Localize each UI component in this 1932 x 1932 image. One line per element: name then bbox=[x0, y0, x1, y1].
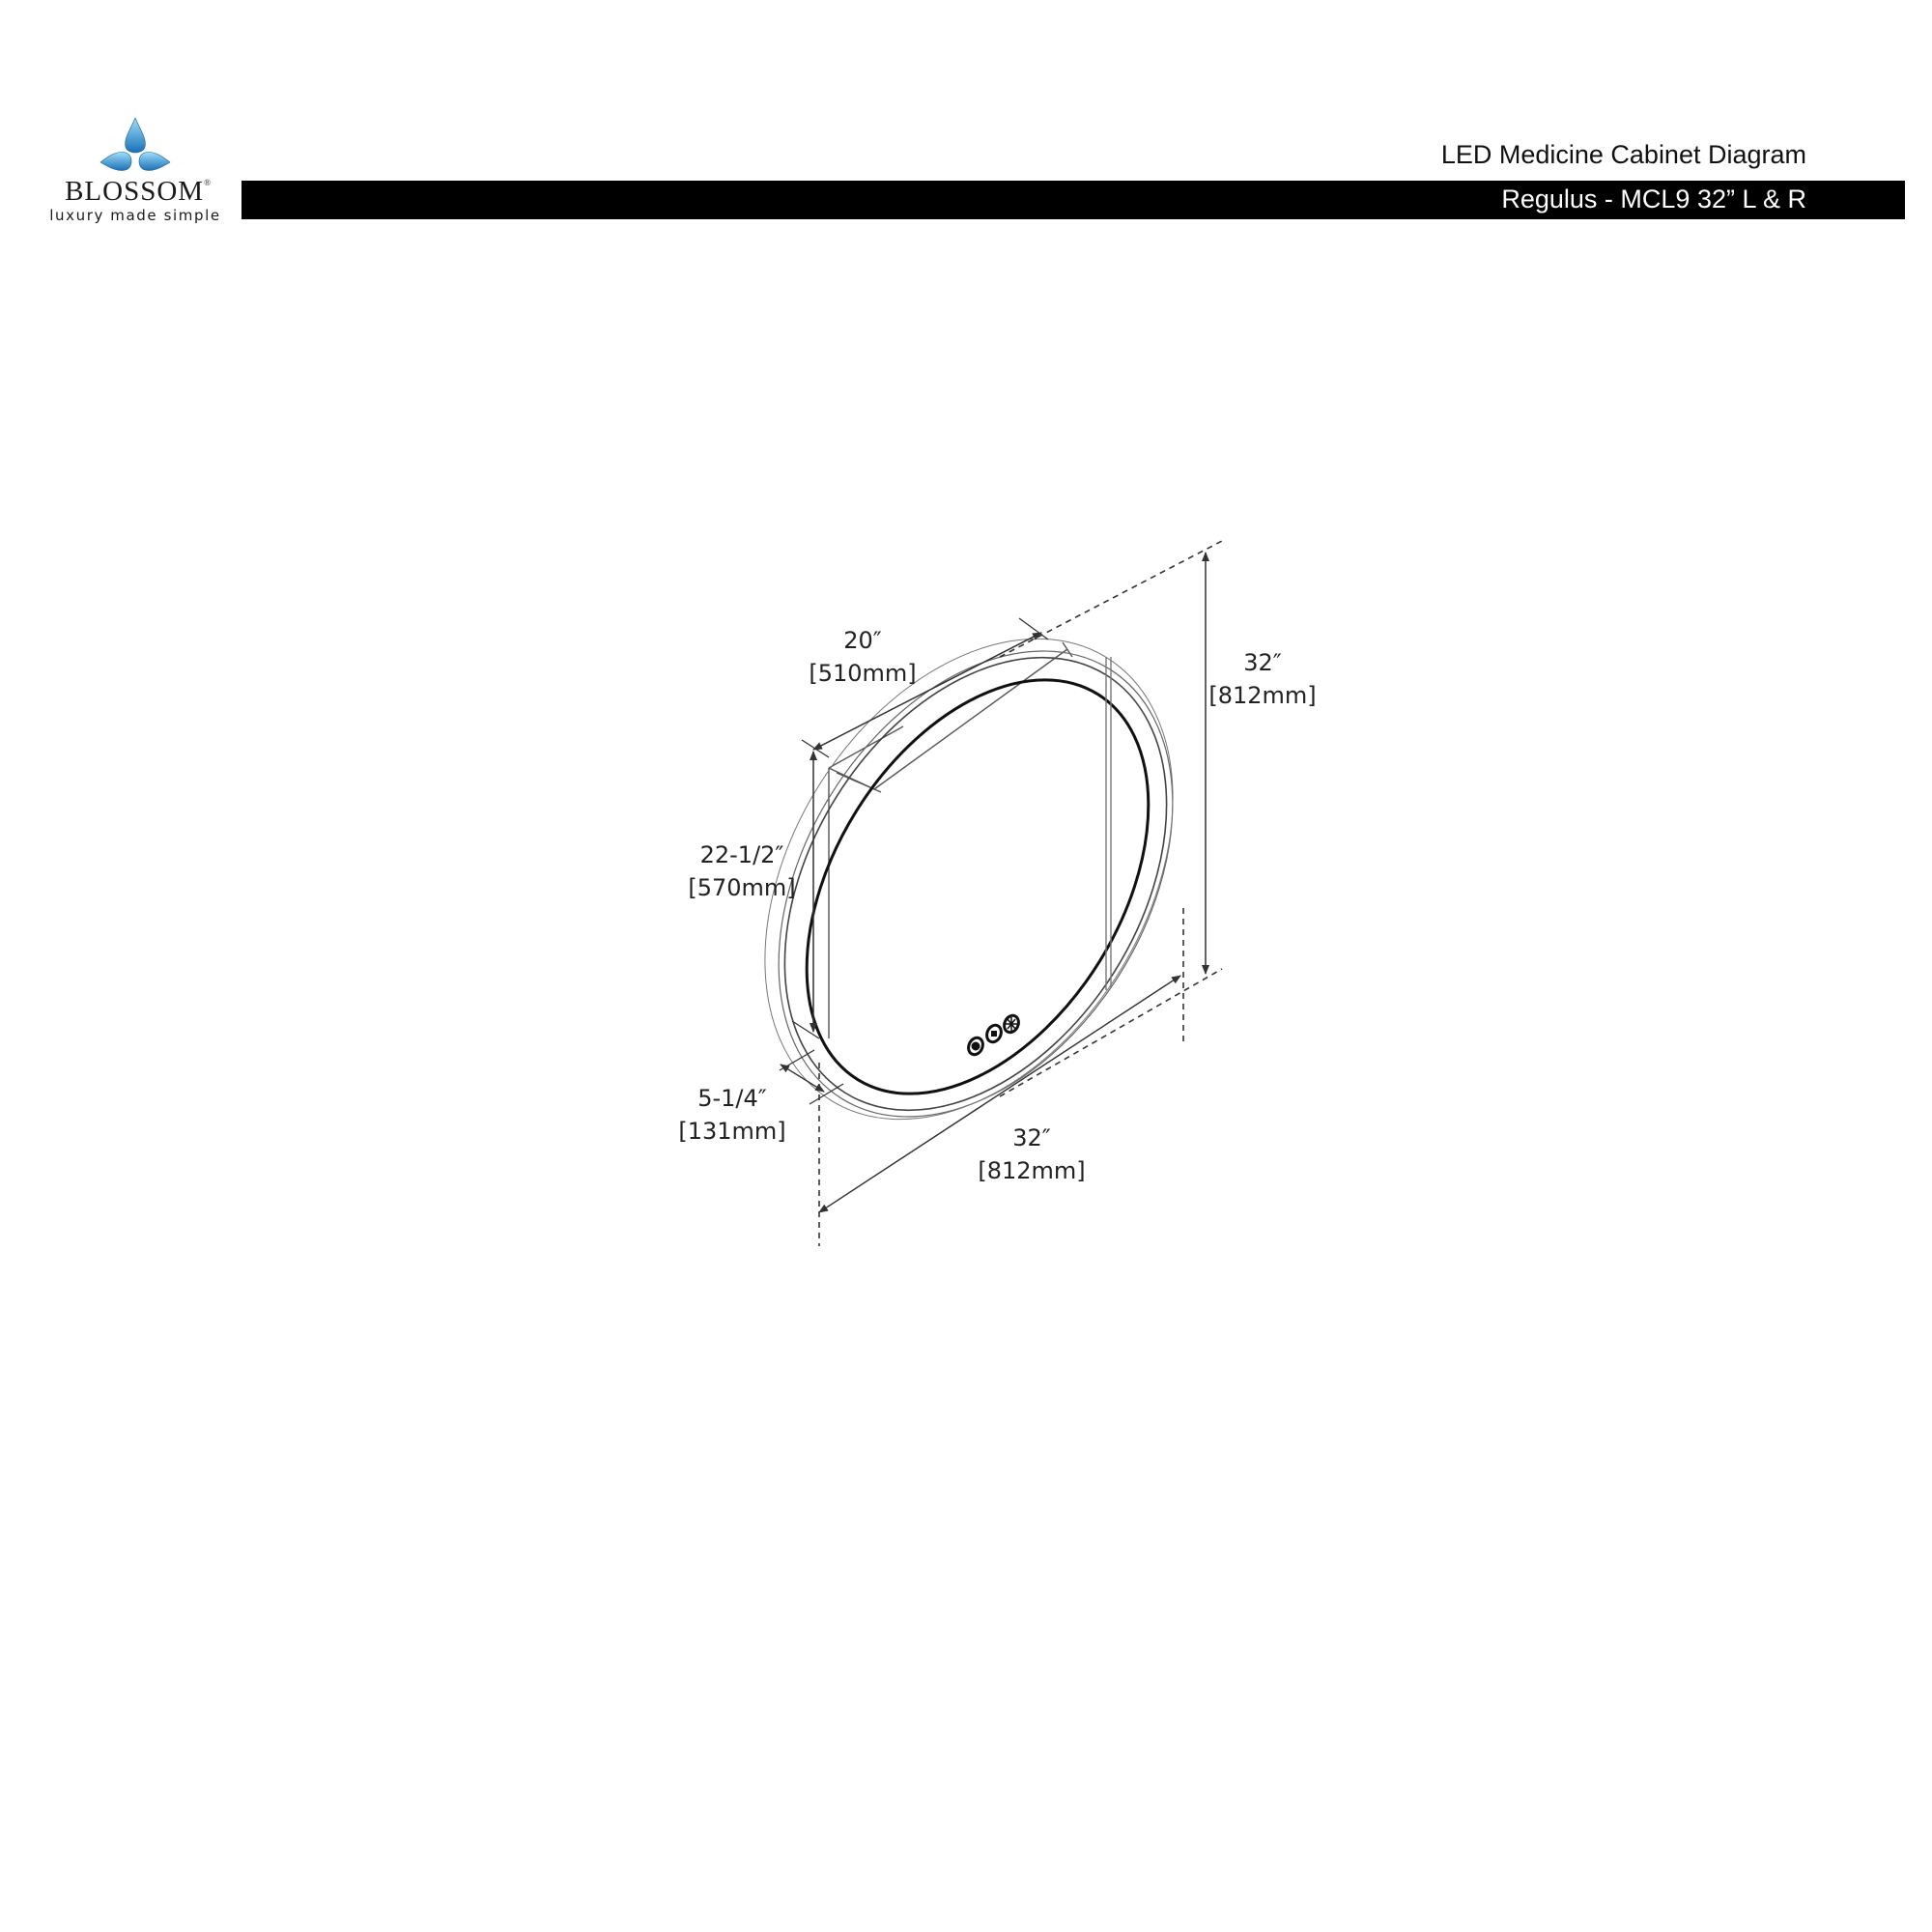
model-subtitle: Regulus - MCL9 32” L & R bbox=[1501, 185, 1806, 213]
power-icon bbox=[966, 1036, 985, 1057]
dimension-height-cabinet: 22-1/2″ [570mm] bbox=[688, 841, 796, 901]
defog-icon bbox=[1002, 1013, 1021, 1035]
dimension-width-overall: 32″ [812mm] bbox=[978, 1124, 1086, 1184]
dimension-height-overall: 32″ [812mm] bbox=[1208, 649, 1317, 709]
cabinet-box bbox=[829, 642, 1072, 1038]
dimension-depth-top: 20″ [510mm] bbox=[809, 627, 917, 687]
touch-buttons bbox=[966, 1013, 1021, 1057]
page-title: LED Medicine Cabinet Diagram bbox=[1440, 140, 1806, 169]
brand-name: BLOSSOM® bbox=[65, 176, 212, 207]
dimension-projection: 5-1/4″ [131mm] bbox=[678, 1085, 786, 1145]
dimmer-icon bbox=[984, 1023, 1004, 1044]
brand-tagline: luxury made simple bbox=[49, 207, 221, 224]
